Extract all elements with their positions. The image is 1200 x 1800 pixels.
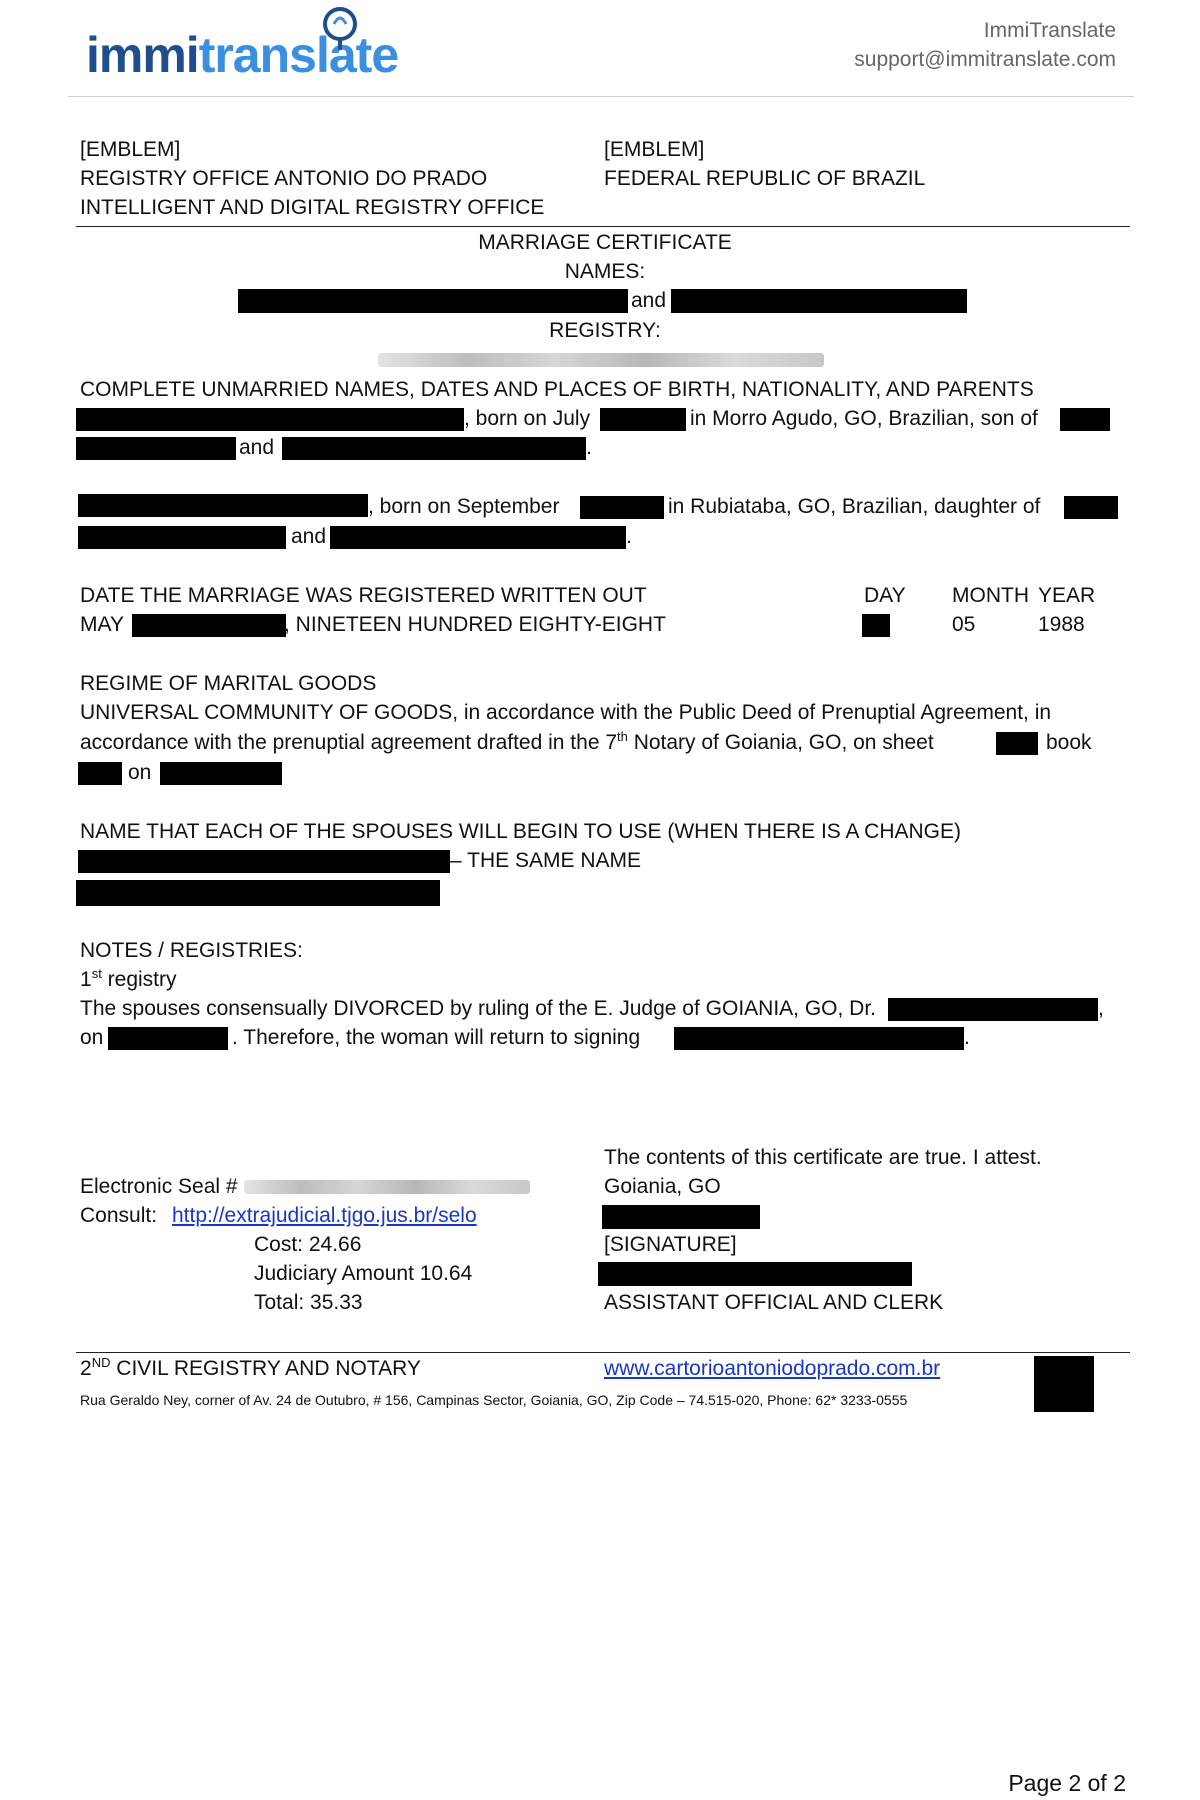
regime-heading: REGIME OF MARITAL GOODS <box>80 672 377 695</box>
cost-line: Cost: 24.66 <box>254 1233 362 1256</box>
redacted-bride-birth-date <box>580 496 664 519</box>
notes-heading: NOTES / REGISTRIES: <box>80 939 303 962</box>
country-name: FEDERAL REPUBLIC OF BRAZIL <box>604 167 926 190</box>
company-email: support@immitranslate.com <box>854 48 1116 71</box>
redacted-bride-father-first <box>1064 496 1118 519</box>
footer-divider <box>76 1352 1130 1353</box>
divorce-line-1-end: , <box>1098 997 1104 1020</box>
day-label: DAY <box>864 584 906 607</box>
blurred-seal-number <box>244 1180 530 1194</box>
office-number: 2 <box>80 1357 92 1380</box>
redacted-qr-code <box>1034 1356 1094 1412</box>
logo-text-translate: translate <box>198 27 399 83</box>
spouse-names-heading: NAME THAT EACH OF THE SPOUSES WILL BEGIN TO USE (WHEN THERE IS A CHANGE) <box>80 820 962 843</box>
redacted-judge-name <box>888 998 1098 1021</box>
redacted-groom-father <box>76 437 236 460</box>
redacted-groom-birth-date <box>600 408 686 431</box>
office-website-link[interactable]: www.cartorioantoniodoprado.com.br <box>604 1357 941 1380</box>
redacted-bride-mother <box>330 526 626 549</box>
redacted-groom-mother <box>282 437 586 460</box>
regime-line-2-sup: th <box>617 729 628 744</box>
office-name <box>80 1356 421 1382</box>
year-label: YEAR <box>1038 584 1096 607</box>
signature-placeholder: [SIGNATURE] <box>604 1233 737 1256</box>
names-and: and <box>631 289 667 312</box>
bride-born-text: , born on September <box>368 495 560 518</box>
redacted-divorce-date <box>108 1027 228 1050</box>
month-value: 05 <box>952 613 976 636</box>
same-name-text: – THE SAME NAME <box>450 849 641 872</box>
attest-statement: The contents of this certificate are true. I attest. <box>604 1146 1042 1169</box>
written-date-suffix: , NINETEEN HUNDRED EIGHTY-EIGHT <box>284 613 666 636</box>
attest-place: Goiania, GO <box>604 1175 721 1198</box>
logo-text-immi: immi <box>86 27 199 83</box>
regime-line-2-a: accordance with the prenuptial agreement drafted in the 7 <box>80 731 618 754</box>
registry-entry-sup: st <box>91 966 102 981</box>
page-number: Page 2 of 2 <box>1008 1770 1126 1796</box>
month-label: MONTH <box>952 584 1029 607</box>
redacted-clerk-name <box>598 1262 912 1286</box>
parents-heading: COMPLETE UNMARRIED NAMES, DATES AND PLACES OF BIRTH, NATIONALITY, AND PARENTS <box>80 378 1034 401</box>
redacted-book-number <box>78 762 122 785</box>
registry-entry-word: registry <box>101 968 177 991</box>
redacted-groom-father-first <box>1060 408 1110 431</box>
regime-line-1: UNIVERSAL COMMUNITY OF GOODS, in accordance with the Public Deed of Prenuptial Agreement, in <box>80 701 1052 724</box>
office-address: Rua Geraldo Ney, corner of Av. 24 de Outubro, # 156, Campinas Sector, Goiania, GO, Zip Code – 74.515-020, Phone: 62* 3233-0555 <box>80 1392 908 1408</box>
written-date-prefix: MAY <box>80 613 124 636</box>
redacted-new-name-1 <box>78 850 450 873</box>
blurred-registry-number <box>378 353 824 367</box>
groom-period: . <box>586 436 592 459</box>
bride-period: . <box>626 525 632 548</box>
redacted-spouse-name-2 <box>671 289 967 313</box>
location-pin-icon <box>318 4 362 52</box>
office-title: CIVIL REGISTRY AND NOTARY <box>110 1357 421 1380</box>
total-line: Total: 35.33 <box>254 1291 363 1314</box>
divorce-on-word: on <box>80 1026 104 1049</box>
header-divider <box>68 96 1134 97</box>
redacted-day-value <box>862 614 890 637</box>
office-number-sup: ND <box>91 1355 111 1370</box>
regime-line-2 <box>80 730 934 756</box>
divorce-line-2-end: . <box>964 1026 970 1049</box>
year-value: 1988 <box>1038 613 1085 636</box>
registry-office-type: INTELLIGENT AND DIGITAL REGISTRY OFFICE <box>80 196 545 219</box>
redacted-written-day <box>132 614 286 637</box>
clerk-role: ASSISTANT OFFICIAL AND CLERK <box>604 1291 944 1314</box>
marriage-date-heading: DATE THE MARRIAGE WAS REGISTERED WRITTEN OUT <box>80 584 647 607</box>
electronic-seal-label: Electronic Seal # <box>80 1175 238 1198</box>
registry-office-name: REGISTRY OFFICE ANTONIO DO PRADO <box>80 167 488 190</box>
registry-entry <box>80 967 177 993</box>
registry-entry-number: 1 <box>80 968 92 991</box>
registry-label: REGISTRY: <box>549 319 661 342</box>
groom-born-text: , born on July <box>464 407 591 430</box>
redacted-sheet-number <box>996 732 1038 755</box>
issuer-divider <box>76 226 1130 227</box>
redacted-bride-name <box>78 494 368 517</box>
consult-label: Consult: <box>80 1204 158 1227</box>
bride-place-text: in Rubiataba, GO, Brazilian, daughter of <box>668 495 1041 518</box>
groom-place-text: in Morro Agudo, GO, Brazilian, son of <box>690 407 1038 430</box>
redacted-new-name-2 <box>76 880 440 906</box>
regime-book-word: book <box>1046 731 1092 754</box>
redacted-groom-name <box>76 408 464 431</box>
groom-parents-and: and <box>239 436 275 459</box>
redacted-return-name <box>674 1027 964 1050</box>
judiciary-amount-line: Judiciary Amount 10.64 <box>254 1262 473 1285</box>
left-emblem: [EMBLEM] <box>80 138 181 161</box>
divorce-line-2: . Therefore, the woman will return to signing <box>232 1026 641 1049</box>
right-emblem: [EMBLEM] <box>604 138 705 161</box>
redacted-agreement-date <box>160 762 282 785</box>
regime-line-2-b: Notary of Goiania, GO, on sheet <box>627 731 934 754</box>
names-label: NAMES: <box>564 260 646 283</box>
divorce-line-1: The spouses consensually DIVORCED by ruling of the E. Judge of GOIANIA, GO, Dr. <box>80 997 877 1020</box>
company-name: ImmiTranslate <box>983 19 1116 42</box>
regime-on-word: on <box>128 761 152 784</box>
redacted-spouse-name-1 <box>238 289 628 313</box>
bride-parents-and: and <box>291 525 327 548</box>
consult-link[interactable]: http://extrajudicial.tjgo.jus.br/selo <box>172 1204 477 1227</box>
redacted-bride-father <box>78 526 286 549</box>
document-title: MARRIAGE CERTIFICATE <box>478 231 732 254</box>
redacted-attest-date <box>602 1205 760 1229</box>
